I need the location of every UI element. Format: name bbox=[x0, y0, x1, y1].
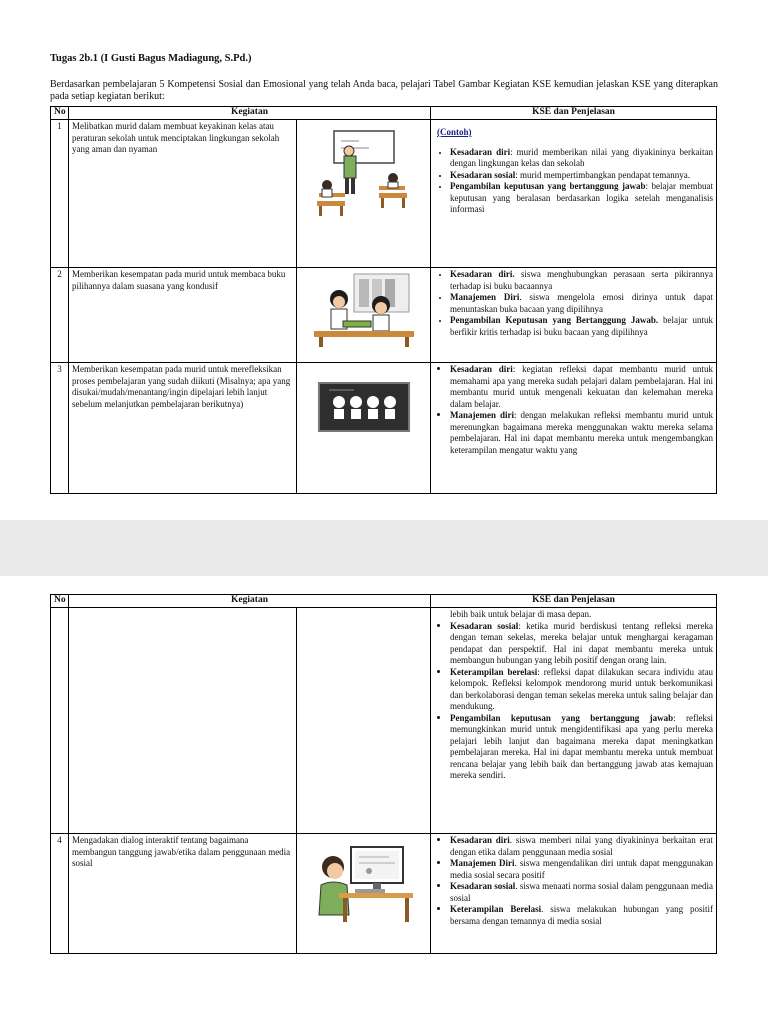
classroom-illustration bbox=[297, 120, 431, 268]
kse-cell bbox=[431, 608, 717, 834]
contoh-label: (Contoh) bbox=[437, 127, 472, 137]
document-page-2 bbox=[0, 576, 768, 1024]
kegiatan-text: Melibatkan murid dalam membuat keyakinan kelas atau peraturan sekolah untuk menciptakan lingkungan sekolah yang aman dan nyaman bbox=[69, 120, 297, 268]
header-no: No bbox=[51, 595, 69, 608]
table-header-row bbox=[51, 107, 717, 120]
kse-list bbox=[434, 269, 713, 338]
list-item: • Kesadaran diri. siswa menghubungkan perasaan serta pikirannya terhadap isi buku bacaannya bbox=[450, 269, 713, 292]
kse-list bbox=[434, 621, 713, 782]
header-kegiatan: Kegiatan bbox=[69, 107, 431, 120]
kse-list bbox=[434, 835, 713, 927]
kse-list bbox=[434, 147, 713, 216]
kse-table-continued bbox=[50, 594, 717, 954]
list-item: • Keterampilan Berelasi. siswa melakukan hubungan yang positif bersama dengan temannya di media sosial bbox=[450, 904, 713, 927]
table-header-row bbox=[51, 595, 717, 608]
list-item: • Manajemen diri: dengan melakukan refleksi membantu murid untuk merenungkan bagaimana mereka menggunakan waktu mereka selama pembelajaran. Hal ini dapat membantu mereka untuk mengembangkan keterampilan mengatur waktu yang bbox=[450, 410, 713, 456]
list-item: • Keterampilan berelasi: refleksi dapat dilakukan secara individu atau kelompok. Refleksi kelompok mendorong murid untuk berkomunikasi dan berkolaborasi dengan teman sekelas mereka untuk saling belajar dan mendukung. bbox=[450, 667, 713, 713]
list-item: • Kesadaran sosial: murid mempertimbangkan pendapat temannya. bbox=[450, 170, 713, 182]
kse-cell bbox=[431, 363, 717, 494]
kse-cell bbox=[431, 268, 717, 363]
row-number: 1 bbox=[51, 120, 69, 268]
kse-cell bbox=[431, 120, 717, 268]
list-item: • Kesadaran diri: kegiatan refleksi dapat membantu murid untuk memahami apa yang mereka sudah pelajari dalam pembelajaran. Hal ini membantu murid untuk mengenali kekuatan dan kelemahan mereka dalam belajar. bbox=[450, 364, 713, 410]
list-item: • Pengambilan keputusan yang bertanggung jawab: refleksi memungkinkan murid untuk mengidentifikasi apa yang perlu mereka pelajari lebih lanjut dan bagaimana mereka dapat meningkatkan pembelajaran mereka. Hal ini dapat membantu mereka untuk membuat rencana belajar yang lebih baik dan bertanggung jawab atas kemajuan mereka sendiri. bbox=[450, 713, 713, 782]
header-kse: KSE dan Penjelasan bbox=[431, 595, 717, 608]
kegiatan-text: Memberikan kesempatan pada murid untuk merefleksikan proses pembelajaran yang sudah diikuti (Misalnya; apa yang disukai/mudah/menantang/ingin dipelajari lebih lanjut sebelum melanjutkan pembelajaran berikutnya) bbox=[69, 363, 297, 494]
header-kegiatan: Kegiatan bbox=[69, 595, 431, 608]
list-item: • Manajemen Diri. siswa mengelola emosi dirinya untuk dapat menuntaskan buka bacaan yang dipilihnya bbox=[450, 292, 713, 315]
table-row bbox=[51, 834, 717, 954]
list-item: • Pengambilan Keputusan yang Bertanggung Jawab. belajar untuk berfikir kritis terhadap isi buku bacaan yang dipilihnya bbox=[450, 315, 713, 338]
list-item: • Kesadaran sosial. siswa menaati norma sosial dalam penggunaan media sosial bbox=[450, 881, 713, 904]
table-row bbox=[51, 268, 717, 363]
kegiatan-text: Mengadakan dialog interaktif tentang bagaimana membangun tanggung jawab/etika dalam penggunaan media sosial bbox=[69, 834, 297, 954]
list-item: • Kesadaran diri. siswa memberi nilai yang diyakininya berkaitan erat dengan etika dalam penggunaan media sosial bbox=[450, 835, 713, 858]
row-number: 3 bbox=[51, 363, 69, 494]
kse-list bbox=[434, 364, 713, 456]
list-item: • Manajemen Diri. siswa mengendalikan diri untuk dapat menggunakan media sosial secara positif bbox=[450, 858, 713, 881]
reflection-illustration bbox=[297, 363, 431, 494]
list-item: • Kesadaran diri: murid memberikan nilai yang diyakininya berkaitan dengan lingkungan kelas dan sekolah bbox=[450, 147, 713, 170]
document-title: Tugas 2b.1 (I Gusti Bagus Madiagung, S.Pd.) bbox=[50, 53, 252, 64]
kegiatan-text: Memberikan kesempatan pada murid untuk membaca buku pilihannya dalam suasana yang kondusif bbox=[69, 268, 297, 363]
header-no: No bbox=[51, 107, 69, 120]
kse-table bbox=[50, 106, 717, 494]
continuation-lead: lebih baik untuk belajar di masa depan. bbox=[450, 609, 592, 619]
intro-paragraph: Berdasarkan pembelajaran 5 Kompetensi Sosial dan Emosional yang telah Anda baca, pelajari Tabel Gambar Kegiatan KSE kemudian jelaskan KSE yang diterapkan pada setiap kegiatan berikut: bbox=[50, 79, 718, 102]
header-kse: KSE dan Penjelasan bbox=[431, 107, 717, 120]
row-number: 2 bbox=[51, 268, 69, 363]
kse-cell bbox=[431, 834, 717, 954]
table-row bbox=[51, 363, 717, 494]
list-item: • Pengambilan keputusan yang bertanggung jawab: belajar membuat keputusan yang beralasan berdasarkan logika setelah menganalisis informasi bbox=[450, 181, 713, 216]
table-row bbox=[51, 120, 717, 268]
row-number: 4 bbox=[51, 834, 69, 954]
computer-illustration bbox=[297, 834, 431, 954]
reading-illustration bbox=[297, 268, 431, 363]
list-item: • Kesadaran sosial: ketika murid berdiskusi tentang refleksi mereka dengan teman sekelas, mereka belajar untuk menghargai keragaman pendapat dan perspektif. Hal ini dapat membantu mereka untuk membangun hubungan yang lebih positif dengan orang lain. bbox=[450, 621, 713, 667]
table-row bbox=[51, 608, 717, 834]
